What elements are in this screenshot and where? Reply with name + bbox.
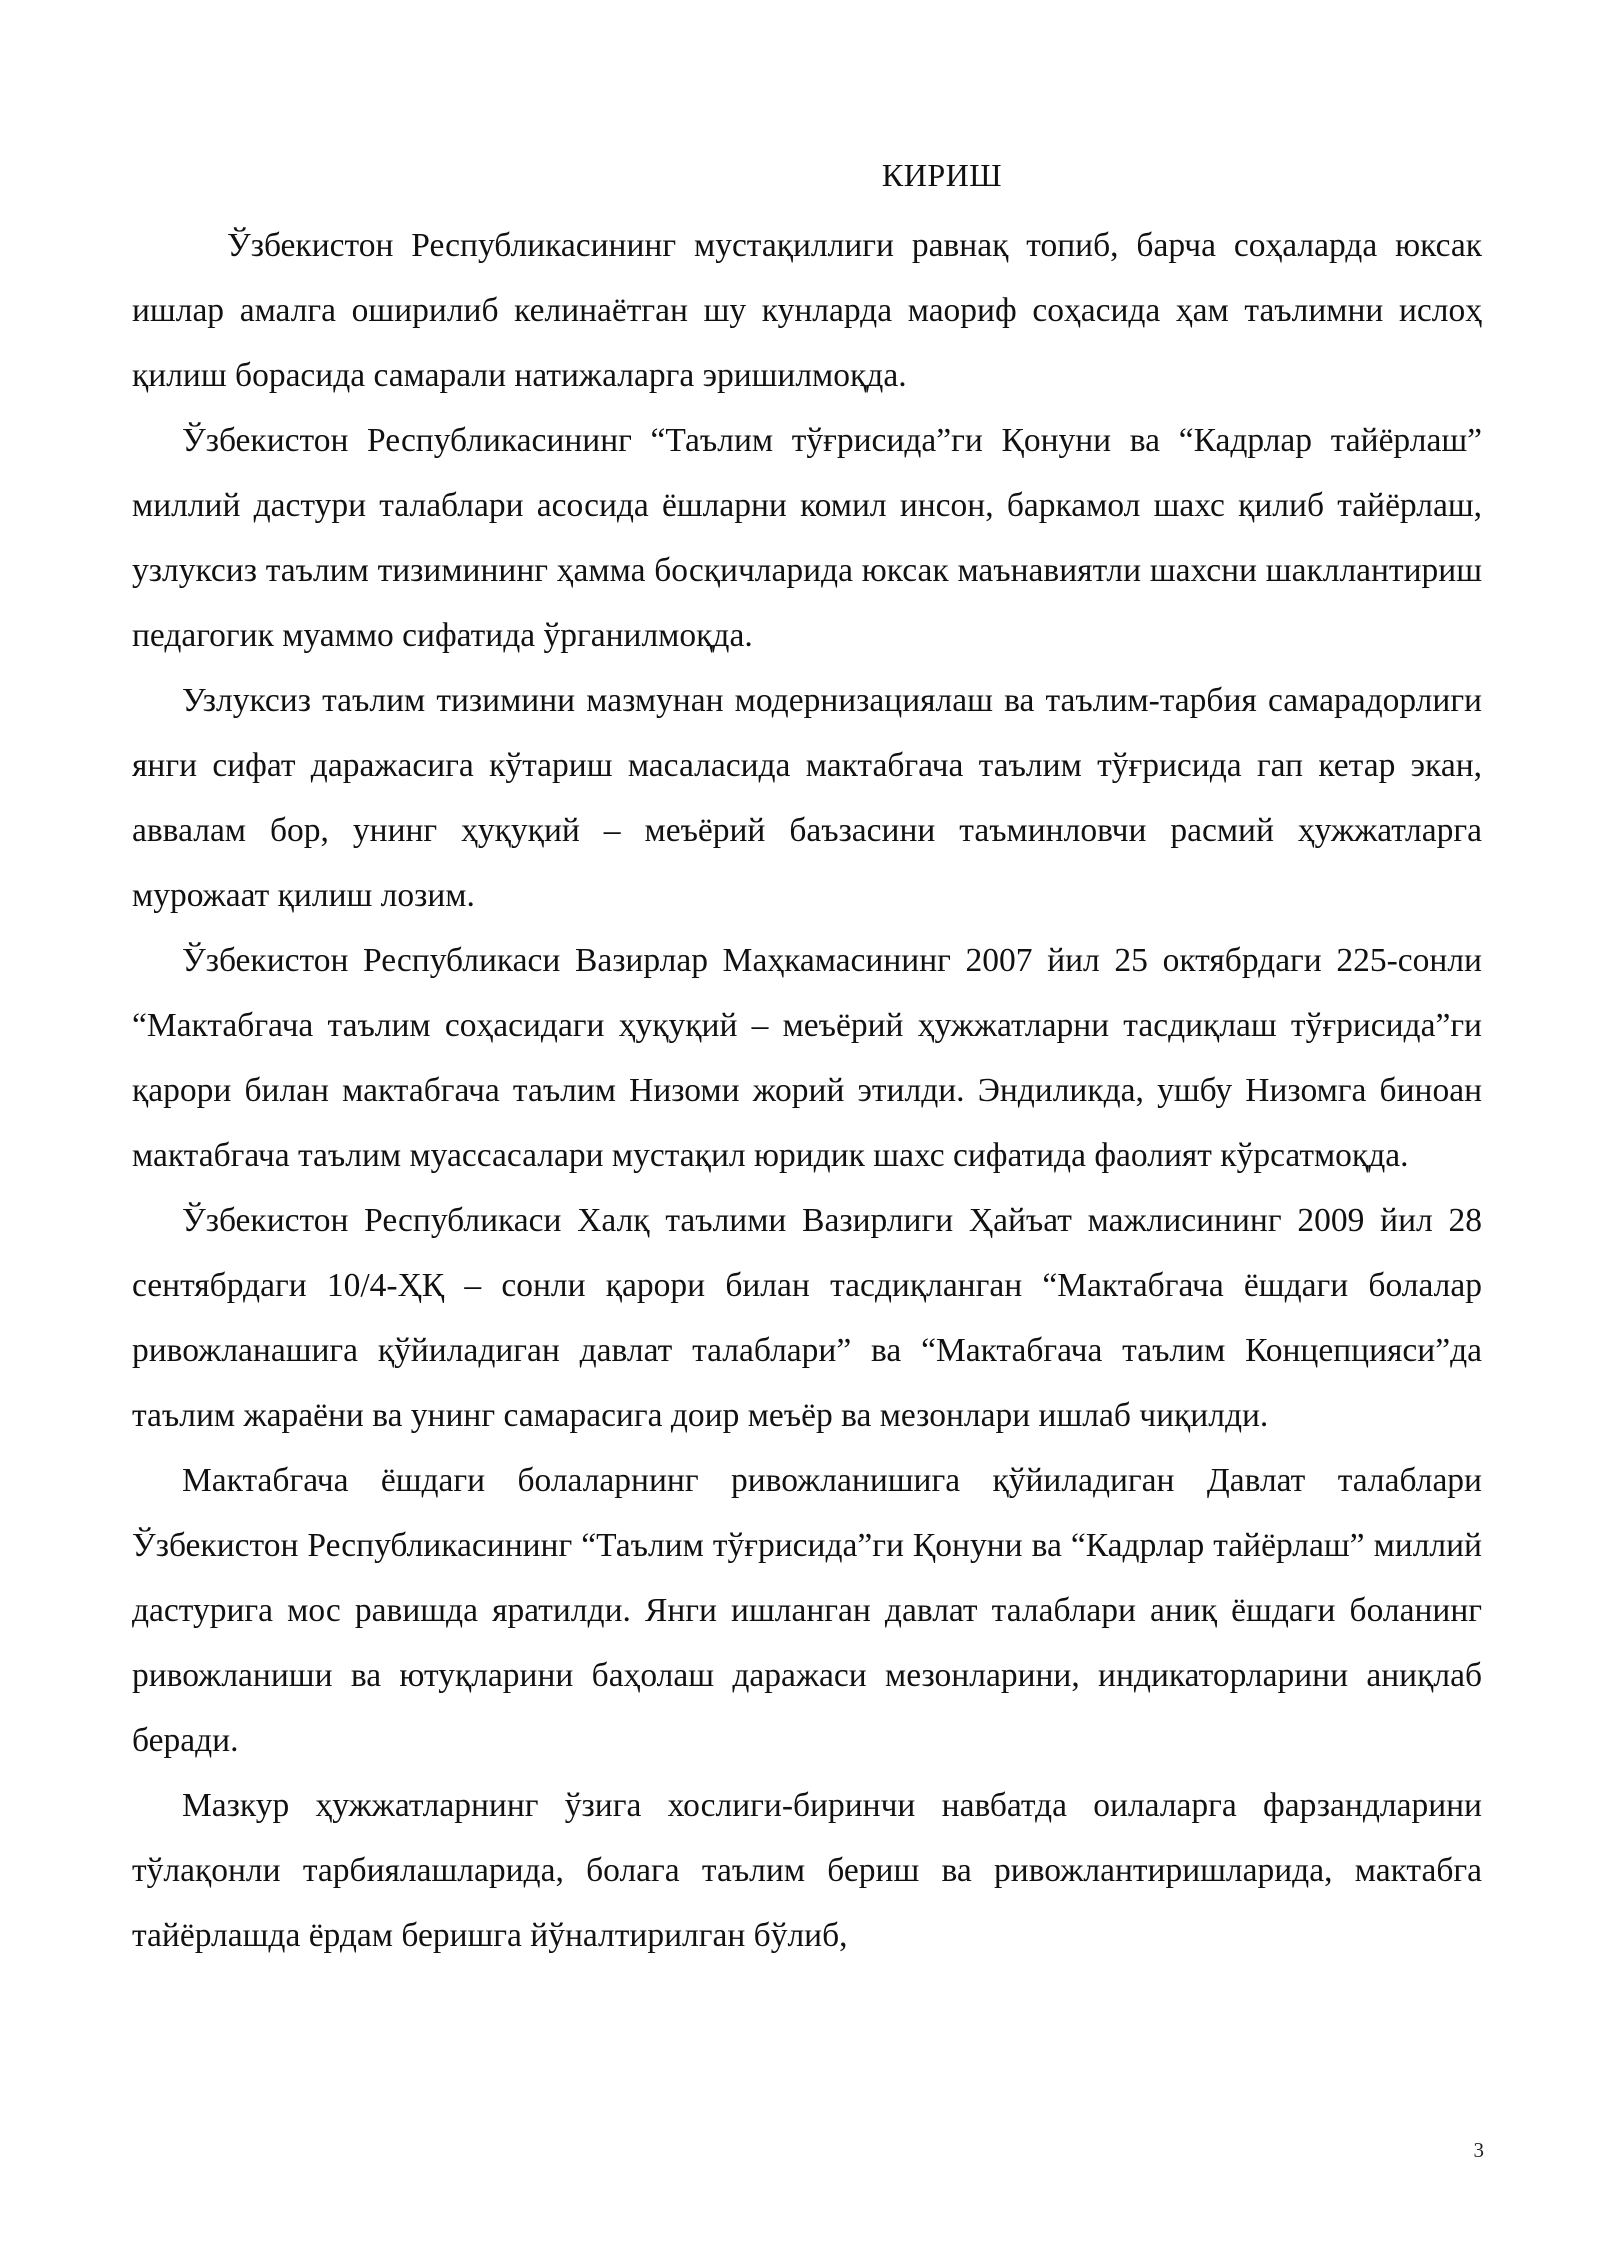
paragraph-4: Ўзбекистон Республикаси Вазирлар Маҳкамасининг 2007 йил 25 октябрдаги 225-сонли “Мактабгача таълим соҳасидаги ҳуқуқий – меъёрий ҳужжатларни тасдиқлаш тўғрисида”ги қарори билан мактабгача таълим Низоми жорий этилди. Эндиликда, ушбу Низомга биноан мактабгача таълим муассасалари мустақил юридик шахс сифатида фаолият кўрсатмоқда.: [132, 942, 1482, 1174]
paragraph-6: Мактабгача ёшдаги болаларнинг ривожланишига қўйиладиган Давлат талаблари Ўзбекистон Республикасининг “Таълим тўғрисида”ги Қонуни ва “Кадрлар тайёрлаш” миллий дастурига мос равишда яратилди. Янги ишланган давлат талаблари аниқ ёшдаги боланинг ривожланиши ва ютуқларини баҳолаш даражаси мезонларини, индикаторларини аниқлаб беради.: [132, 1462, 1482, 1759]
paragraph-7: Мазкур ҳужжатларнинг ўзига хослиги-биринчи навбатда оилаларга фарзандларини тўлақонли тарбиялашларида, болага таълим бериш ва ривожлантиришларида, мактабга тайёрлашда ёрдам беришга йўналтирилган бўлиб,: [132, 1787, 1482, 1954]
paragraph-2: Ўзбекистон Республикасининг “Таълим тўғрисида”ги Қонуни ва “Кадрлар тайёрлаш” миллий дастури талаблари асосида ёшларни комил инсон, баркамол шахс қилиб тайёрлаш, узлуксиз таълим тизимининг ҳамма босқичларида юксак маънавиятли шахсни шакллантириш педагогик муаммо сифатида ўрганилмоқда.: [132, 422, 1482, 654]
paragraph-1: Ўзбекистон Республикасининг мустақиллиги равнақ топиб, барча соҳаларда юксак ишлар амалга оширилиб келинаётган шу кунларда маориф соҳасида ҳам таълимни ислоҳ қилиш борасида самарали натижаларга эришилмоқда.: [132, 227, 1482, 394]
page-title: КИРИШ: [881, 157, 1003, 193]
page-number: 3: [1473, 2138, 1484, 2162]
paragraph-3: Узлуксиз таълим тизимини мазмунан модернизациялаш ва таълим-тарбия самарадорлиги янги сифат даражасига кўтариш масаласида мактабгача таълим тўғрисида гап кетар экан, аввалам бор, унинг ҳуқуқий – меъёрий баъзасини таъминловчи расмий ҳужжатларга мурожаат қилиш лозим.: [132, 682, 1482, 914]
paragraph-5: Ўзбекистон Республикаси Халқ таълими Вазирлиги Ҳайъат мажлисининг 2009 йил 28 сентябрдаги 10/4-ҲҚ – сонли қарори билан тасдиқланган “Мактабгача ёшдаги болалар ривожланашига қўйиладиган давлат талаблари” ва “Мактабгача таълим Концепцияси”да таълим жараёни ва унинг самарасига доир меъёр ва мезонлари ишлаб чиқилди.: [132, 1202, 1482, 1434]
page-content: [132, 145, 1482, 1968]
